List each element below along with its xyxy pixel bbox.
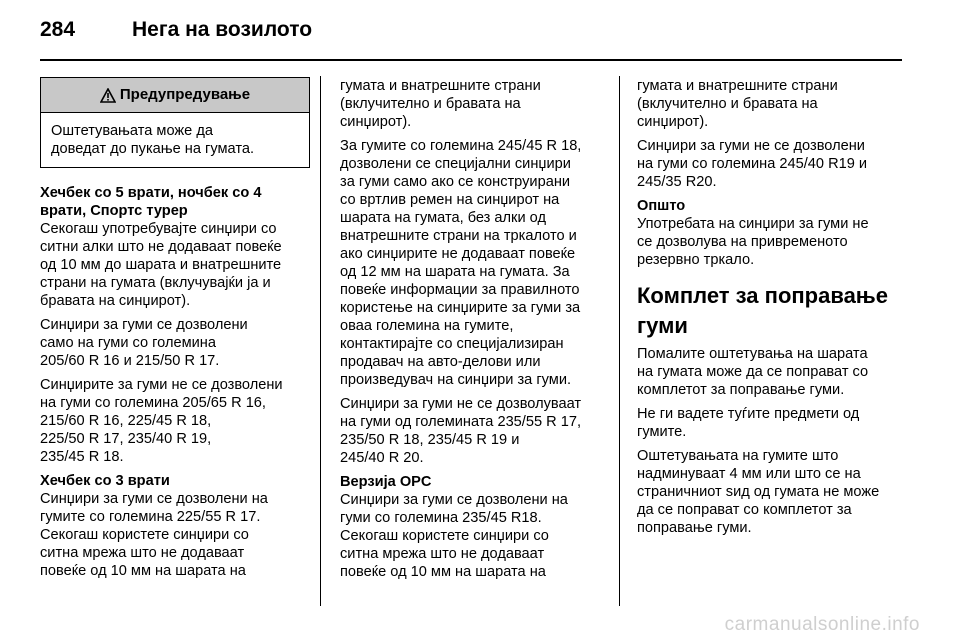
subheading: Хечбек со 5 врати, ночбек со 4 врати, Спортс турер — [40, 185, 262, 219]
warning-text: Оштетувањата може да доведат до пукање на гумата. — [51, 123, 255, 157]
header-rule — [40, 59, 902, 61]
page-title: Нега на возилото — [132, 18, 313, 41]
warning-title: Предупредување — [119, 86, 251, 103]
column-3 — [637, 77, 905, 543]
paragraph: За гумите со големина 245/45 R 18, дозволени се специјални синџири за гуми само ако се конструирани со вртлив ремен на синџирот на шарата на гумата, без алки од внатрешните страни на тркалото и ако синџирите не додаваат повеќе од 12 мм на шарата на гумата. За повеќе информации за правилното користење на синџирите за гуми за оваа големина на гумите, контактирајте со специјализиран продавач на авто-делови или произведувач на синџири за гуми. — [340, 138, 582, 388]
paragraph: Синџири за гуми се дозволени само на гуми со големина 205/60 R 16 и 215/50 R 17. — [40, 317, 248, 369]
page-header — [40, 18, 312, 48]
paragraph: Синџири за гуми се дозволени на гуми со големина 235/45 R18. Секогаш користете синџири со ситна мрежа што не додаваат повеќе од 10 мм на шарата на — [340, 492, 568, 580]
subheading: Општо — [637, 198, 686, 214]
warning-header — [41, 78, 309, 113]
paragraph: Помалите оштетувања на шарата на гумата може да се поправат со комплетот за поправање гуми. — [637, 346, 869, 398]
paragraph: Секогаш употребувајте синџири со ситни алки што не додаваат повеќе од 10 мм до шарата и внатрешните страни на гумата (вклучувајќи ја и бравата на синџирот). — [40, 221, 282, 309]
watermark: carmanualsonline.info — [724, 614, 920, 635]
column-divider — [320, 76, 321, 606]
page-number: 284 — [40, 18, 76, 41]
paragraph: гумата и внатрешните страни (вклучително и бравата на синџирот). — [637, 78, 838, 130]
paragraph: Не ги вадете туѓите предмети од гумите. — [637, 406, 860, 440]
paragraph: Синџири за гуми се дозволени на гумите со големина 225/55 R 17. Секогаш користете синџири со ситна мрежа што не додаваат повеќе од 10 мм на шарата на — [40, 491, 268, 579]
paragraph: Синџири за гуми не се дозволени на гуми со големина 245/40 R19 и 245/35 R20. — [637, 138, 868, 190]
paragraph: Синџири за гуми не се дозволуваат на гуми од големината 235/55 R 17, 235/50 R 18, 235/45 R 19 и 245/40 R 20. — [340, 396, 582, 466]
subheading: Верзија OPC — [340, 474, 432, 490]
column-1 — [40, 77, 310, 586]
column-2 — [340, 77, 608, 587]
paragraph: Синџирите за гуми не се дозволени на гуми со големина 205/65 R 16, 215/60 R 16, 225/45 R 18, 225/50 R 17, 235/40 R 19, 235/45 R 18. — [40, 377, 283, 465]
paragraph: Употребата на синџири за гуми не се дозволува на привременото резервно тркало. — [637, 216, 869, 268]
section-heading: Комплет за поправање гуми — [637, 283, 888, 338]
column-divider — [619, 76, 620, 606]
paragraph: гумата и внатрешните страни (вклучително и бравата на синџирот). — [340, 78, 541, 130]
warning-box — [40, 77, 310, 168]
subheading: Хечбек со 3 врати — [40, 473, 170, 489]
paragraph: Оштетувањата на гумите што надминуваат 4 мм или што се на страничниот sид од гумата не може да се поправат со комплетот за поправање гуми. — [637, 448, 880, 536]
warning-triangle-icon — [100, 88, 116, 103]
